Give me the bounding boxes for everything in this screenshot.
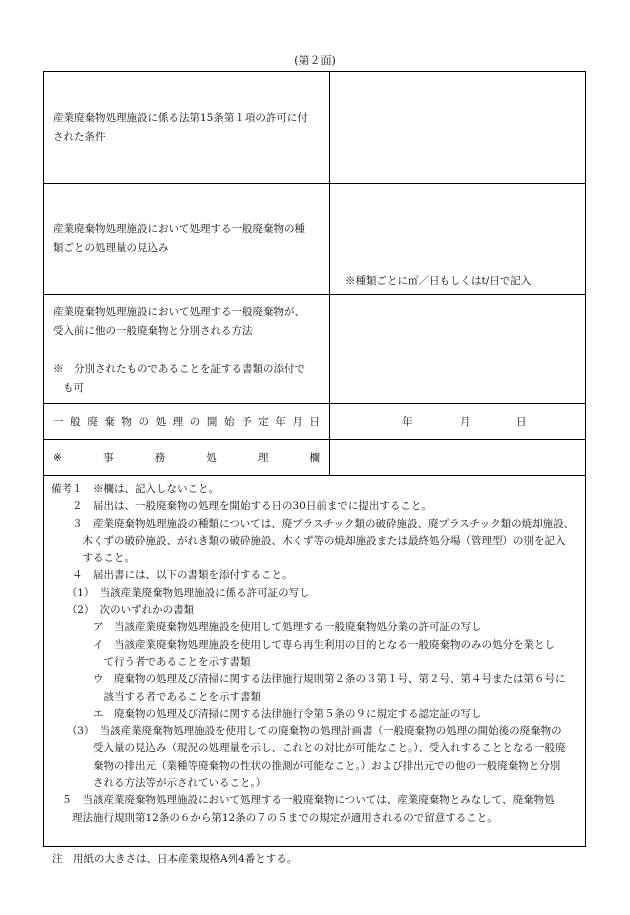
- processing-amount-value[interactable]: [330, 184, 585, 294]
- remark-line: ア 当該産業廃棄物処理施設を使用して処理する一般廃棄物処分業の許可証の写し: [51, 621, 482, 634]
- separation-label-line2: 受入前に他の一般廃棄物と分別される方法: [53, 325, 253, 337]
- remark-line: 棄物の排出元（業種等廃棄物の性状の推測が可能なこと。）および排出元での他の一般廃棄物と分別: [51, 759, 561, 772]
- month-label: 月: [460, 416, 471, 428]
- remark-line: 木くずの破砕施設、がれき類の破砕施設、木くず等の焼却施設または最終処分場（管理型）の別を記入: [51, 534, 566, 547]
- day-label: 日: [516, 416, 527, 428]
- remark-line: （1） 当該産業廃棄物処理施設に係る許可証の写し: [51, 586, 310, 599]
- processing-amount-label-line2: 類ごとの処理量の見込み: [53, 242, 169, 254]
- remark-line: 受入量の見込み（現況の処理量を示し、これとの対比が可能なこと。）、受入れすることとなる一般廃: [51, 742, 566, 755]
- page-label: (第２面): [294, 54, 336, 67]
- remark-line: 備考１ ※欄は、記入しないこと。: [51, 483, 219, 495]
- label-cell: [44, 184, 330, 294]
- separation-note-line2: も可: [63, 382, 84, 394]
- separation-method-value[interactable]: [330, 295, 585, 403]
- remark-line: ウ 廃棄物の処理及び清掃に関する法律施行規則第２条の３第１号、第２号、第４号または第６号に: [51, 673, 566, 686]
- remark-line: 理法施行規則第12条の６から第12条の７の５までの規定が適用されるので留意すること。: [51, 811, 498, 824]
- permit-conditions-label-line1: 産業廃棄物処理施設に係る法第15条第１項の許可に付: [53, 112, 308, 124]
- label-cell: [44, 440, 330, 475]
- unit-note: ※種類ごとに㎥／日もしくはt/日で記入: [345, 275, 532, 287]
- remark-line: される方法等が示されていること。）: [51, 777, 267, 790]
- row-processing-amount: [44, 184, 585, 295]
- year-label: 年: [402, 416, 413, 428]
- remark-line: （2） 次のいずれかの書類: [51, 604, 195, 617]
- permit-conditions-label-line2: された条件: [53, 131, 106, 143]
- notification-form: [43, 71, 586, 847]
- label-cell: [44, 404, 330, 439]
- remark-line: て行う者であることを示す書類: [51, 655, 251, 668]
- remark-line: すること。: [51, 552, 135, 565]
- paper-size-note: 注 用紙の大きさは、日本産業規格A列4番とする。: [52, 853, 298, 865]
- row-permit-conditions: [44, 72, 585, 184]
- remark-line: ３ 産業廃棄物処理施設の種類については、廃プラスチック類の破砕施設、廃プラスチック類の焼却施設、: [51, 517, 575, 530]
- office-use-label: ※ 事 務 処 理 欄: [53, 452, 320, 464]
- remark-line: エ 廃棄物の処理及び清掃に関する法律施行令第５条の９に規定する認定証の写し: [51, 707, 482, 720]
- remarks-section: [51, 481, 581, 827]
- remark-line: ４ 届出書には、以下の書類を添付すること。: [51, 569, 293, 582]
- remark-line: イ 当該産業廃棄物処理施設を使用して専ら再生利用の目的となる一般廃棄物のみの処分を業とし: [51, 638, 555, 651]
- row-separation-method: [44, 295, 585, 404]
- remark-line: 該当する者であることを示す書類: [51, 690, 261, 703]
- remark-line: ２ 届出は、一般廃棄物の処理を開始する日の30日前までに提出すること。: [51, 500, 432, 513]
- processing-amount-label-line1: 産業廃棄物処理施設において処理する一般廃棄物の種: [53, 223, 305, 235]
- row-office-use: [44, 440, 585, 476]
- separation-label-line1: 産業廃棄物処理施設において処理する一般廃棄物が、: [53, 306, 305, 318]
- start-date-label: 一 般 廃 棄 物 の 処 理 の 開 始 予 定 年 月 日: [53, 416, 320, 428]
- label-cell: [44, 72, 330, 183]
- remark-line: （3） 当該産業廃棄物処理施設を使用しての廃棄物の処理計画書（一般廃棄物の処理の開始後の廃棄物の: [51, 725, 562, 738]
- separation-note-line1: ※ 分別されたものであることを証する書類の添付で: [53, 363, 305, 375]
- office-use-value: [330, 440, 585, 475]
- permit-conditions-value[interactable]: [330, 72, 585, 183]
- label-cell: [44, 295, 330, 403]
- remark-line: ５ 当該産業廃棄物処理施設において処理する一般廃棄物については、産業廃棄物とみなして、廃棄物処: [51, 794, 555, 807]
- row-start-date: [44, 404, 585, 440]
- start-date-value[interactable]: [330, 404, 585, 439]
